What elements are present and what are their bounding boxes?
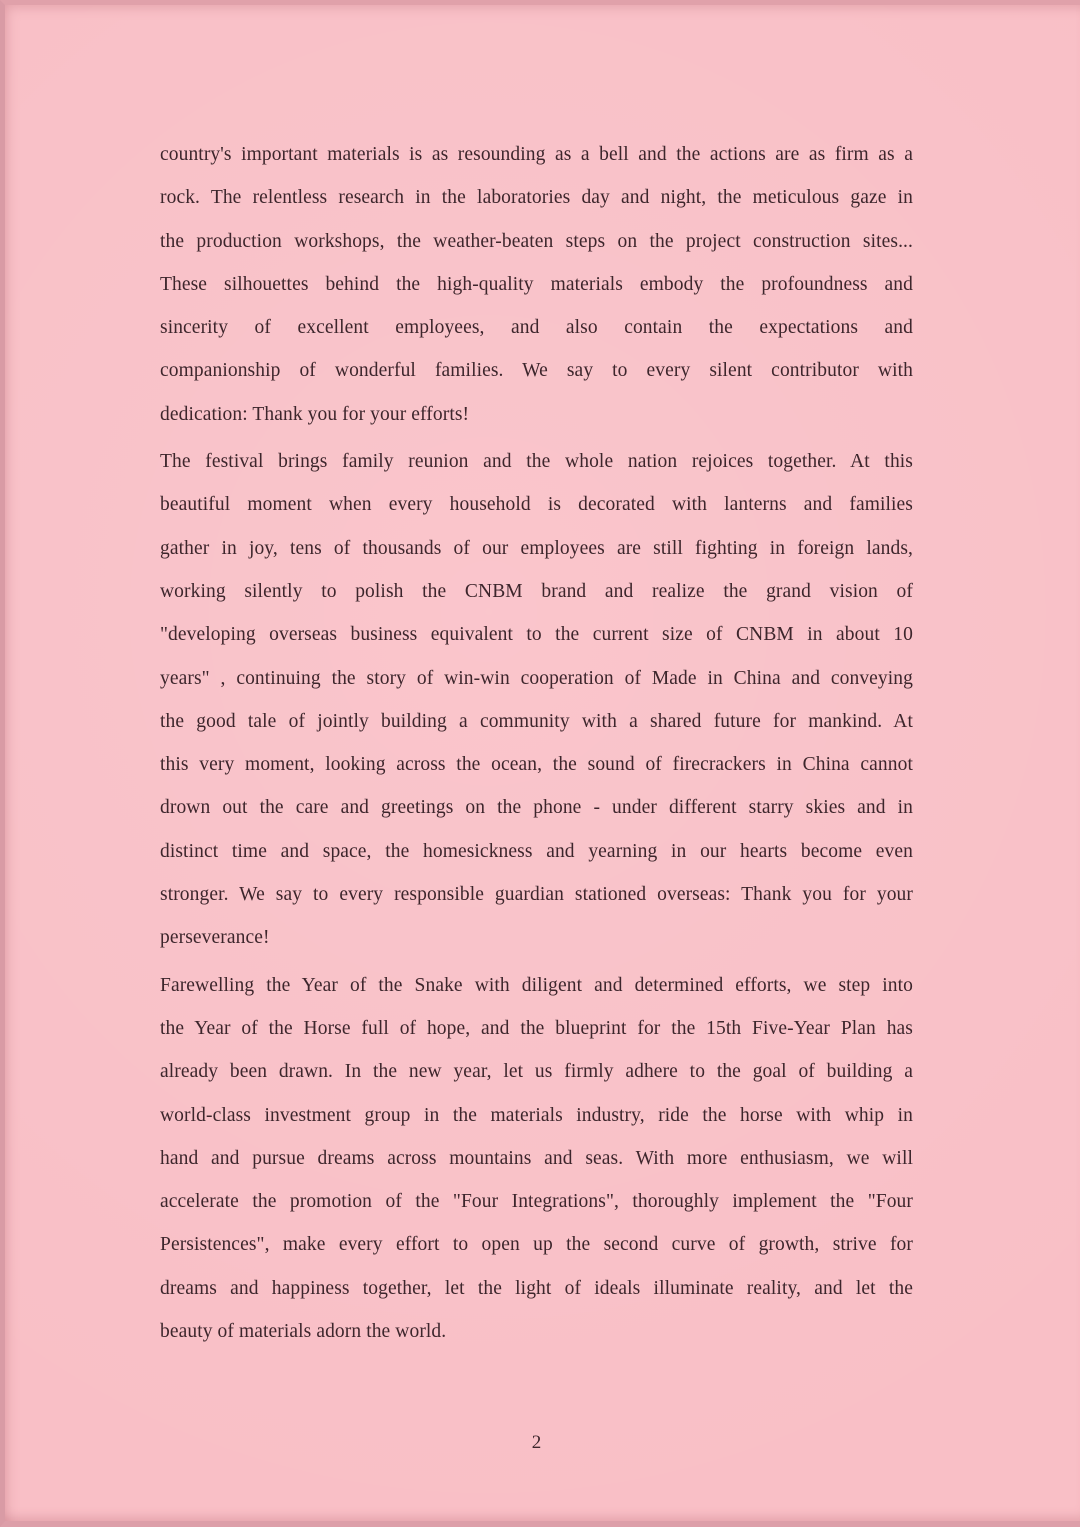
text-line: working silently to polish the CNBM brand and realize the grand vision of <box>160 580 913 602</box>
text-line: the production workshops, the weather-beaten steps on the project construction sites... <box>160 230 913 252</box>
text-line: years" , continuing the story of win-win cooperation of Made in China and conveying <box>160 667 913 689</box>
text-line: distinct time and space, the homesickness and yearning in our hearts become even <box>160 840 913 862</box>
text-line: beauty of materials adorn the world. <box>160 1321 447 1343</box>
paragraph <box>160 133 913 436</box>
text-line: gather in joy, tens of thousands of our employees are still fighting in foreign lands, <box>160 537 913 559</box>
text-line: dreams and happiness together, let the light of ideals illuminate reality, and let the <box>160 1277 913 1299</box>
page-number: 2 <box>531 1432 542 1453</box>
text-line: this very moment, looking across the ocean, the sound of firecrackers in China cannot <box>160 754 913 776</box>
text-line: drown out the care and greetings on the phone - under different starry skies and in <box>160 797 913 819</box>
text-line: sincerity of excellent employees, and also contain the expectations and <box>160 317 913 339</box>
text-line: the Year of the Horse full of hope, and the blueprint for the 15th Five-Year Plan has <box>160 1017 913 1039</box>
text-line: perseverance! <box>160 927 270 949</box>
paragraph <box>160 964 913 1354</box>
text-line: accelerate the promotion of the "Four Integrations", thoroughly implement the "Four <box>160 1191 913 1213</box>
text-line: hand and pursue dreams across mountains and seas. With more enthusiasm, we will <box>160 1147 913 1169</box>
text-line: dedication: Thank you for your efforts! <box>160 403 470 425</box>
text-line: The festival brings family reunion and the whole nation rejoices together. At this <box>160 451 913 473</box>
text-line: stronger. We say to every responsible guardian stationed overseas: Thank you for your <box>160 884 913 906</box>
text-line: "developing overseas business equivalent to the current size of CNBM in about 10 <box>160 624 913 646</box>
text-line: Farewelling the Year of the Snake with diligent and determined efforts, we step into <box>160 974 913 996</box>
text-line: country's important materials is as resounding as a bell and the actions are as firm as a <box>160 144 913 165</box>
text-line: Persistences", make every effort to open up the second curve of growth, strive for <box>160 1234 913 1256</box>
text-line: beautiful moment when every household is decorated with lanterns and families <box>160 494 913 516</box>
paragraph <box>160 440 913 960</box>
text-line: world-class investment group in the materials industry, ride the horse with whip in <box>160 1104 913 1126</box>
document-body-text <box>160 133 913 1357</box>
text-line: already been drawn. In the new year, let us firmly adhere to the goal of building a <box>160 1061 913 1083</box>
text-line: rock. The relentless research in the laboratories day and night, the meticulous gaze in <box>160 187 913 209</box>
text-line: These silhouettes behind the high-quality materials embody the profoundness and <box>160 273 913 295</box>
text-line: companionship of wonderful families. We say to every silent contributor with <box>160 360 913 382</box>
text-line: the good tale of jointly building a community with a shared future for mankind. At <box>160 710 913 732</box>
